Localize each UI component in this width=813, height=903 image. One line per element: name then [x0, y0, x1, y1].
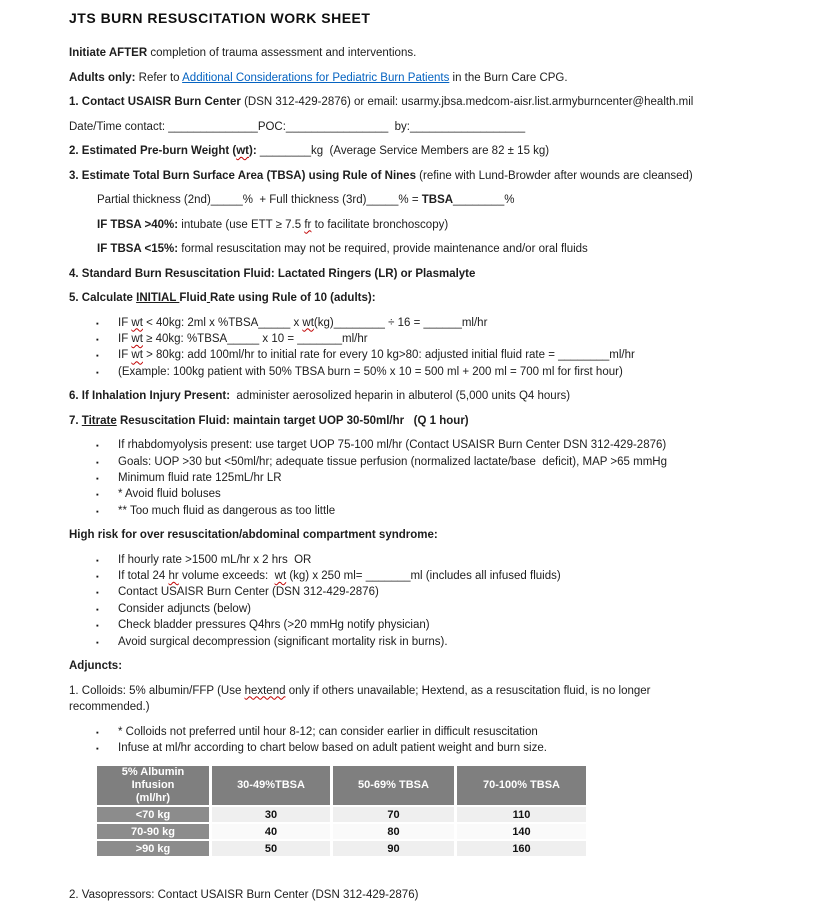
row-label: 70-90 kg — [97, 824, 209, 839]
paragraph-if-tbsa-under-15 — [97, 241, 813, 258]
paragraph-adjuncts-heading — [69, 658, 813, 675]
paragraph-datetime-contact — [69, 119, 813, 136]
spellcheck-word: fr — [304, 218, 312, 231]
body-text: volume exceeds: — [178, 570, 275, 583]
table-cell: 30 — [212, 807, 330, 822]
paragraph-contact-burn-center — [69, 94, 813, 111]
bullet-icon: ▪ — [96, 318, 99, 328]
paragraph-partial-thickness — [97, 192, 813, 209]
underlined-text: Titrate — [81, 414, 117, 427]
column-header-70-100: 70-100% TBSA — [457, 766, 586, 805]
body-text: IF — [118, 349, 132, 362]
body-text: ** Too much fluid as dangerous as too little — [118, 504, 336, 517]
bold-text: 4. Standard Burn Resuscitation Fluid: Lactated Ringers (LR) or Plasmalyte — [69, 267, 476, 280]
list-item — [69, 347, 813, 363]
body-text: IF — [118, 316, 132, 329]
bullet-icon: ▪ — [96, 473, 99, 483]
body-text: Check bladder pressures Q4hrs (>20 mmHg notify physician) — [118, 619, 430, 632]
bullet-icon: ▪ — [96, 490, 99, 500]
spellcheck-word: wt — [302, 316, 314, 329]
bullet-icon: ▪ — [96, 555, 99, 565]
list-item — [69, 724, 813, 740]
bullet-icon: ▪ — [96, 457, 99, 467]
spellcheck-word: wt — [236, 145, 249, 157]
bullet-icon: ▪ — [96, 351, 99, 361]
body-text: formal resuscitation may not be required, provide maintenance and/or oral fluids — [178, 243, 588, 255]
bold-text: 5. Calculate — [69, 292, 137, 304]
spellcheck-word: wt — [131, 316, 143, 329]
spellcheck-word: wt — [131, 349, 143, 362]
bold-text: Rate using Rule of 10 (adults): — [210, 292, 376, 304]
body-text: only if others unavailable; Hextend, as a resuscitation fluid, is no longer — [285, 684, 651, 697]
bullet-icon: ▪ — [96, 441, 99, 451]
body-text: intubate (use ETT ≥ 7.5 — [178, 218, 305, 231]
list-item — [69, 331, 813, 347]
paragraph-titrate-fluid — [69, 413, 813, 430]
table-row — [97, 841, 586, 856]
list-item — [69, 503, 813, 519]
body-text: < 40kg: 2ml x %TBSA_____ x — [142, 316, 303, 329]
bold-text: ): — [248, 145, 257, 157]
table-cell: 140 — [457, 824, 586, 839]
list-item — [69, 315, 813, 331]
spellcheck-word: wt — [274, 570, 287, 583]
body-text: ________kg (Average Service Members are 82 ± 15 kg) — [256, 145, 550, 157]
body-text: If rhabdomyolysis present: use target UOP 75-100 ml/hr (Contact USAISR Burn Center DSN 312-429-2876) — [118, 439, 667, 452]
table-cell: 110 — [457, 807, 586, 822]
paragraph-inhalation-injury — [69, 388, 813, 405]
list-item — [69, 486, 813, 502]
bold-text: High risk for over resuscitation/abdominal compartment syndrome: — [69, 529, 438, 542]
paragraph-preburn-weight — [69, 143, 813, 160]
bold-text: Fluid — [179, 292, 207, 304]
body-text: (DSN 312-429-2876) or email: usarmy.jbsa.medcom-aisr.list.armyburncenter@health.mil — [240, 96, 694, 108]
list-item — [69, 634, 813, 650]
body-text: Minimum fluid rate 125mL/hr LR — [118, 471, 282, 484]
body-text: Partial thickness (2nd)_____% + Full thickness (3rd)_____% = — [97, 194, 422, 206]
paragraph-if-tbsa-over-40 — [97, 217, 813, 234]
body-text: recommended.) — [69, 701, 150, 714]
corner-header-line1: 5% Albumin Infusion — [121, 766, 185, 792]
body-text: (Example: 100kg patient with 50% TBSA burn = 50% x 10 = 500 ml + 200 ml = 700 ml for first hour) — [118, 365, 623, 378]
table-cell: 70 — [333, 807, 454, 822]
row-label: <70 kg — [97, 807, 209, 822]
list-item — [69, 552, 813, 568]
body-text: Goals: UOP >30 but <50ml/hr; adequate tissue perfusion (normalized lactate/base deficit), MAP >65 mmHg — [118, 455, 667, 468]
underlined-text: INITIAL — [136, 292, 180, 304]
high-risk-bullet-list — [69, 552, 813, 650]
bullet-icon: ▪ — [96, 367, 99, 377]
list-item — [69, 454, 813, 470]
paragraph-colloids — [69, 683, 813, 716]
table-cell: 50 — [212, 841, 330, 856]
paragraph-calculate-initial-rate — [69, 290, 813, 307]
bullet-icon: ▪ — [96, 334, 99, 344]
column-header-30-49: 30-49%TBSA — [212, 766, 330, 805]
bold-text: 6. If Inhalation Injury Present: — [69, 390, 231, 403]
list-item — [69, 740, 813, 756]
paragraph-vasopressors — [69, 887, 813, 903]
body-text: Contact USAISR Burn Center (DSN 312-429-2876) — [118, 586, 379, 599]
body-text: (refine with Lund-Browder after wounds are cleansed) — [415, 169, 693, 182]
list-item — [69, 568, 813, 584]
spellcheck-word: hextend — [244, 684, 286, 697]
pediatric-burn-patients-link[interactable]: Additional Considerations for Pediatric Burn Patients — [182, 71, 450, 84]
list-item — [69, 364, 813, 380]
table-cell: 90 — [333, 841, 454, 856]
table-cell: 80 — [333, 824, 454, 839]
paragraph-adults-only — [69, 70, 813, 87]
table-row — [97, 824, 586, 839]
table-cell: 160 — [457, 841, 586, 856]
table-corner-header — [97, 766, 209, 805]
fill-in-blanks-line: Date/Time contact: ______________POC:________________ by:__________________ — [69, 120, 526, 133]
paragraph-standard-fluid — [69, 266, 813, 283]
bullet-icon: ▪ — [96, 604, 99, 614]
bold-text: TBSA — [421, 194, 454, 206]
body-text: Refer to — [135, 71, 183, 84]
list-item — [69, 437, 813, 453]
body-text: If hourly rate >1500 mL/hr x 2 hrs OR — [118, 553, 312, 566]
body-text: completion of trauma assessment and interventions. — [147, 47, 417, 59]
bold-text: Initiate AFTER — [69, 47, 148, 59]
body-text: ________% — [453, 194, 515, 206]
bold-text: Adjuncts: — [69, 660, 123, 673]
row-label: >90 kg — [97, 841, 209, 856]
body-text: * Colloids not preferred until hour 8-12; can consider earlier in difficult resuscitation — [118, 725, 538, 738]
bold-text: 3. Estimate Total Burn Surface Area (TBSA) using Rule of Nines — [69, 169, 416, 182]
paragraph-high-risk-heading — [69, 527, 813, 544]
bold-text: IF TBSA >40%: — [97, 218, 179, 231]
body-text: to facilitate bronchoscopy) — [311, 218, 449, 231]
spellcheck-word: wt — [131, 332, 143, 345]
bullet-icon: ▪ — [96, 621, 99, 631]
bullet-icon: ▪ — [96, 588, 99, 598]
bold-text: Resuscitation Fluid: maintain target UOP 30-50ml/hr (Q 1 hour) — [116, 414, 469, 427]
body-text: 1. Colloids: 5% albumin/FFP (Use — [69, 684, 245, 697]
table-row — [97, 807, 586, 822]
bold-text: 2. Estimated Pre-burn Weight ( — [69, 145, 237, 157]
colloids-bullet-list — [69, 724, 813, 757]
body-text: IF — [118, 332, 132, 345]
body-text: * Avoid fluid boluses — [118, 488, 221, 501]
page-title: JTS BURN RESUSCITATION WORK SHEET — [69, 10, 371, 26]
titrate-bullet-list — [69, 437, 813, 519]
bold-text: Adults only: — [69, 71, 136, 84]
list-item — [69, 617, 813, 633]
paragraph-estimate-tbsa — [69, 168, 813, 185]
rule-of-10-bullet-list — [69, 315, 813, 381]
bullet-icon: ▪ — [96, 727, 99, 737]
body-text: Avoid surgical decompression (significant mortality risk in burns). — [118, 635, 448, 648]
body-text: > 80kg: add 100ml/hr to initial rate for every 10 kg>80: adjusted initial fluid rate = ________ml/hr — [142, 349, 635, 362]
bold-text: IF TBSA <15%: — [97, 243, 179, 255]
body-text: administer aerosolized heparin in albuterol (5,000 units Q4 hours) — [230, 390, 571, 403]
paragraph-initiate — [69, 45, 813, 62]
body-text: Consider adjuncts (below) — [118, 602, 251, 615]
body-text: 2. Vasopressors: Contact USAISR Burn Center (DSN 312-429-2876) — [69, 889, 419, 902]
body-text: ≥ 40kg: %TBSA_____ x 10 = _______ml/hr — [142, 332, 368, 345]
spellcheck-word: hr — [168, 570, 179, 583]
list-item — [69, 470, 813, 486]
corner-header-line2: (ml/hr) — [135, 792, 171, 805]
bullet-icon: ▪ — [96, 637, 99, 647]
table-header-row — [97, 766, 586, 805]
table-cell: 40 — [212, 824, 330, 839]
column-header-50-69: 50-69% TBSA — [333, 766, 454, 805]
bullet-icon: ▪ — [96, 744, 99, 753]
list-item — [69, 601, 813, 617]
body-text: (kg)________ ÷ 16 = ______ml/hr — [313, 316, 488, 329]
bold-text: 1. Contact USAISR Burn Center — [69, 96, 241, 108]
list-item — [69, 584, 813, 600]
body-text: If total 24 — [118, 570, 169, 583]
body-text: (kg) x 250 ml= _______ml (includes all infused fluids) — [286, 570, 561, 583]
bold-text: 7. — [69, 414, 82, 427]
body-text: Infuse at ml/hr according to chart below based on adult patient weight and burn size. — [118, 742, 547, 754]
bullet-icon: ▪ — [96, 572, 99, 582]
bullet-icon: ▪ — [96, 506, 99, 516]
albumin-infusion-table — [94, 764, 589, 858]
body-text: in the Burn Care CPG. — [449, 71, 568, 84]
